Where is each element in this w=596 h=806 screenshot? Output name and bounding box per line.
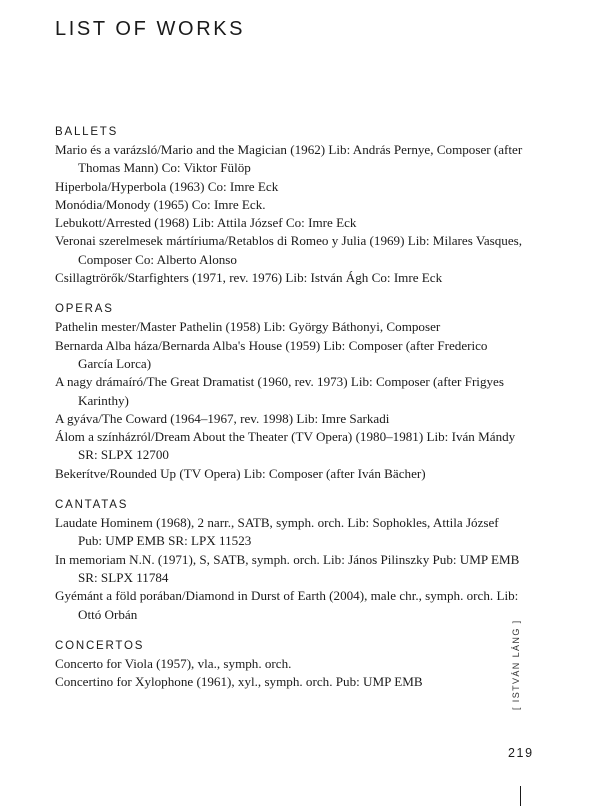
works-list: [55, 126, 525, 707]
edge-divider: [520, 786, 521, 806]
list-item: Bekerítve/Rounded Up (TV Opera) Lib: Composer (after Iván Bächer): [55, 465, 426, 481]
section-ballets: [55, 126, 525, 287]
list-item: Laudate Hominem (1968), 2 narr., SATB, symph. orch. Lib: Sophokles, Attila József Pub: UMP EMB SR: LPX 11523: [55, 515, 499, 549]
list-item: Bernarda Alba háza/Bernarda Alba's House (1959) Lib: Composer (after Frederico García Lorca): [55, 337, 488, 371]
running-head: [ ISTVÁN LÁNG ]: [511, 619, 521, 711]
list-item: Veronai szerelmesek mártíriuma/Retablos di Romeo y Julia (1969) Lib: Milares Vasques, Composer Co: Alberto Alonso: [55, 233, 523, 267]
page-title: LIST OF WORKS: [55, 18, 246, 40]
list-item: Concerto for Viola (1957), vla., symph. orch.: [55, 655, 292, 671]
list-item: Pathelin mester/Master Pathelin (1958) Lib: György Báthonyi, Composer: [55, 319, 441, 335]
section-heading: CANTATAS: [55, 499, 129, 512]
list-item: Monódia/Monody (1965) Co: Imre Eck.: [55, 196, 266, 212]
section-concertos: [55, 640, 525, 692]
list-item: Hiperbola/Hyperbola (1963) Co: Imre Eck: [55, 178, 279, 194]
list-item: Mario és a varázsló/Mario and the Magician (1962) Lib: András Pernye, Composer (after Thomas Mann) Co: Viktor Fülöp: [55, 142, 523, 176]
section-heading: CONCERTOS: [55, 639, 145, 652]
list-item: Gyémánt a föld porában/Diamond in Durst of Earth (2004), male chr., symph. orch. Lib: Ottó Orbán: [55, 588, 519, 622]
page-number: 219: [508, 746, 534, 760]
list-item: Álom a színházról/Dream About the Theater (TV Opera) (1980–1981) Lib: Iván Mándy SR: SLPX 12700: [55, 429, 516, 463]
section-operas: [55, 303, 525, 483]
section-heading: BALLETS: [55, 126, 119, 138]
list-item: A gyáva/The Coward (1964–1967, rev. 1998) Lib: Imre Sarkadi: [55, 410, 390, 426]
section-heading: OPERAS: [55, 303, 114, 316]
list-item: A nagy drámaíró/The Great Dramatist (1960, rev. 1973) Lib: Composer (after Frigyes Karinthy): [55, 374, 504, 408]
list-item: Concertino for Xylophone (1961), xyl., symph. orch. Pub: UMP EMB: [55, 674, 423, 690]
list-item: Csillagtrörők/Starfighters (1971, rev. 1976) Lib: István Ágh Co: Imre Eck: [55, 270, 443, 286]
list-item: Lebukott/Arrested (1968) Lib: Attila József Co: Imre Eck: [55, 215, 357, 231]
list-item: In memoriam N.N. (1971), S, SATB, symph. orch. Lib: János Pilinszky Pub: UMP EMB SR: SLPX 11784: [55, 551, 520, 585]
section-cantatas: [55, 499, 525, 624]
